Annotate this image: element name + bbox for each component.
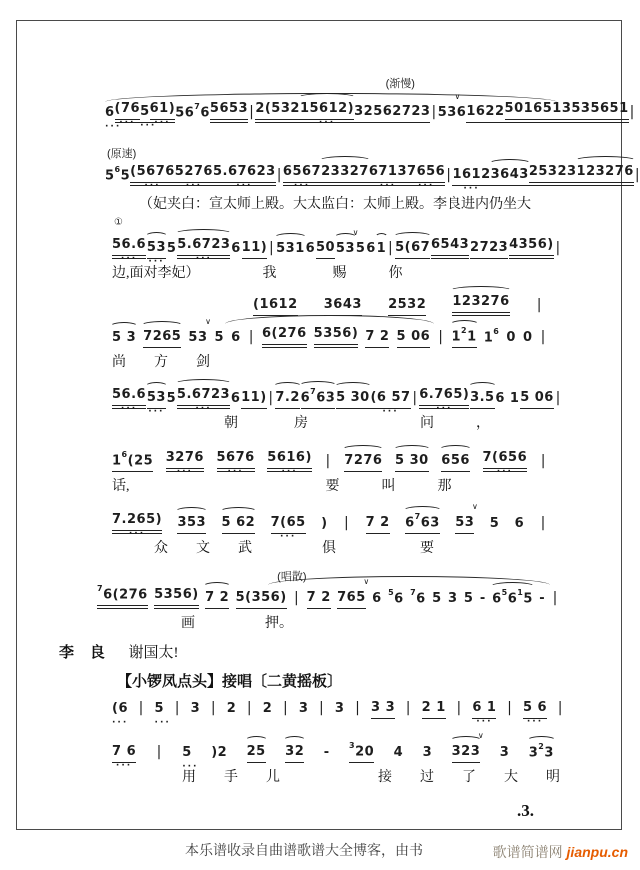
barline: | [557,700,563,716]
note-group: 3 [334,701,345,717]
score-line-4 [112,326,547,371]
note-group: 5.6723 ··· [177,237,231,264]
note-group: 6713 ··· [368,164,408,191]
note-group: 6 [514,516,525,531]
note-group: 7276 [344,453,382,472]
barline: | [540,328,546,345]
note-group: 3 [422,745,433,761]
footer-site-name: 歌谱简谱网 [492,844,567,860]
barline: | [388,239,394,256]
barline: | [156,744,162,761]
note-group: 6 [231,330,241,345]
note-group: $5^65$ [105,164,131,183]
note-group: 5.67623 ··· [212,164,276,191]
note-group: 53 ··· [146,390,166,417]
note-group: 6 [456,105,467,120]
barline: | [456,700,462,716]
note-group: (1612 [253,297,298,316]
stage-direction-text [139,193,579,213]
barline: | [555,389,561,406]
note-group: 7 2 [365,329,389,348]
note-group: 1612 ··· [452,167,491,194]
note-group: 7(65 ··· [270,515,306,542]
note-group: 5 06 [397,329,431,348]
note-group: 1622 [466,104,504,123]
note-group: (6 ··· [112,701,129,728]
barline: | [294,590,300,607]
note-group: 2532 [388,297,426,316]
lyric-line: 用 手 儿 接 过 了 大 明 [112,769,560,785]
note-group: 531 [276,241,305,259]
note-group: $56^76$ [175,101,210,120]
barline: | [540,452,546,469]
note-group: 3 [190,701,201,717]
note-group: 53 ∨ [188,330,207,348]
note-group: 323 ∨ [452,744,481,763]
note-group: $6^763$ [405,514,440,534]
note-group: (5676 ··· [130,164,175,191]
note-group: 5 3 [112,330,136,348]
tempo-mark: (渐慢) [385,78,415,90]
score-line-6 [112,450,547,495]
note-group: 5653 [210,101,248,123]
note-group: (6 57 ··· [370,390,411,417]
lyric-line: 朝 房 问 ， [112,415,490,431]
note-group: 5 ··· [154,701,171,728]
score-line-5 [112,387,562,432]
score-line-3 [112,217,562,282]
note-group: 6567 ··· [282,164,322,191]
note-group: 1 [377,241,387,259]
lyric-line: 尚 方 剑 [112,354,210,370]
note-group: 5 30 [395,453,429,472]
note-group: 15612) ··· [299,101,355,128]
note-group: 3 [298,701,309,717]
barline: | [412,389,418,406]
note-group: 656 [441,453,470,472]
note-group: 7 2 [307,590,331,609]
barline: | [540,514,546,531]
score-page-frame [16,20,640,830]
barline: | [268,389,274,406]
barline: | [319,700,325,716]
barline: | [552,590,558,607]
note-group: $6^56^15$ [492,590,533,609]
barline: | [249,103,255,120]
spoken-text: （妃夹白：宣太师上殿。大太监白：太师上殿。李良进内仍坐大 [139,197,531,212]
dialogue-block [59,641,579,691]
performance-direction: 【小锣凤点头】接唱〔二黄摇板〕 [117,674,343,690]
note-group: 7656 ··· [407,164,446,191]
note-group: 6 [372,591,382,607]
barline: | [246,700,253,716]
note-group: 5276 ··· [174,164,213,191]
note-group: 7265 [143,329,181,348]
note-group: 0 [522,330,533,345]
tempo-mark: (原速) [107,148,137,160]
footer-credit-text: 本乐谱收录自曲谱歌谱大全博客，由书 [185,842,423,858]
note-group: 50 [316,240,335,259]
note-group: $^7$6 [410,588,426,607]
page-number: .3. [517,801,534,820]
barline: | [634,166,640,183]
note-group: 56.6 ··· ① [112,217,147,264]
note-group: 11) [242,240,268,259]
note-group: 5(67 [395,240,430,259]
footer [0,836,640,866]
barline: | [438,328,444,345]
score-line-7 [112,512,547,557]
note-group: 7 2 [366,515,390,534]
barline: | [325,452,331,469]
score-line-1 [105,78,635,132]
note-group: - [539,591,546,607]
note-group: 5 62 [222,515,256,534]
dialogue-speaker: 李 良 [59,645,111,661]
barline: | [555,239,561,256]
barline: | [629,103,635,120]
note-group: 25 [247,744,266,763]
note-group: 6 ··· [105,105,122,132]
note-group: ) [321,516,328,531]
barline: | [276,166,282,183]
note-group: 5 ··· [140,104,157,131]
note-group: 3 3 [371,700,395,719]
dialogue-speech: 谢国太! [128,645,179,661]
note-group: 6 1 [495,391,520,406]
note-group: 5 6 ··· [522,700,548,727]
note-group: $1^6$ [483,326,500,345]
note-group: 5356) [154,587,199,609]
barline: | [536,296,542,313]
note-group: 3.5 [470,390,495,409]
lyric-line: 边,面对李妃） 我 赐 你 [112,265,403,281]
note-group: (76 ··· [114,101,141,128]
note-group: 123276 [577,164,634,186]
note-group: 11) [241,390,267,409]
note-group: 3276 ··· [165,450,204,477]
note-group: 2 1 [422,700,446,719]
note-group: - [323,745,330,761]
note-group: 7 2 [205,590,229,609]
lyric-line: 画 押。 [97,615,293,631]
note-group: $^3$20 [349,743,374,763]
note-group: 123276 [452,294,509,316]
note-group: 3643 [324,297,362,316]
note-group: 3 [499,745,510,761]
note-group: 6 1 ··· [472,700,497,727]
note-group: 5676 ··· [216,450,255,477]
note-group: 765 ∨ [337,590,366,609]
note-group: 6 [231,241,241,256]
note-group: 32 [285,744,304,763]
note-group: 5 [489,516,500,531]
note-group: 23327 [321,164,369,186]
note-group: 6(276 [262,326,307,348]
note-group: 5 [463,591,474,607]
note-group: 6 [366,241,376,256]
note-group: 5356) [314,326,359,348]
note-group: 5 [432,591,442,607]
note-group: 3 [447,591,458,607]
note-group: 2 [262,701,273,717]
score-line-2 [105,148,640,194]
note-group: $^5$6 [388,588,404,607]
note-group: 353 [177,515,206,534]
barline: | [174,700,180,716]
note-group: 6.765) ··· [419,387,470,414]
barline: | [405,700,411,716]
barline: | [446,166,452,183]
note-group: 2723 [470,240,508,259]
score-line-pickup [253,294,543,316]
tempo-mark: (唱散) [277,571,307,583]
note-group: 5 ··· [182,745,199,772]
note-group: 61) ··· [149,101,176,128]
note-group: - [479,591,486,607]
note-group: 53 ∨ [455,515,474,534]
note-group: $6^763$ [301,389,336,409]
note-group: 6 [230,391,241,406]
note-group: 5 [166,241,177,256]
note-group: 6 [305,241,316,256]
note-group: 3256 [354,104,392,123]
barline: | [210,700,217,716]
slur-line [225,315,434,324]
note-group: 2(532 [255,101,300,123]
note-group: 25323 [529,164,577,186]
note-group: 5.6723 ··· [176,387,231,414]
score-line-10 [112,741,560,786]
note-group: 5616) ··· [267,450,312,477]
note-group: 4356) [509,237,554,259]
note-group: 5 06 [520,390,554,409]
note-group: $3^23$ [529,744,554,763]
footer-site-url[interactable]: jianpu.cn [566,844,628,860]
note-group: $1^6(25$ [112,452,153,472]
note-group: 53 ··· [146,240,167,267]
note-group: 56.6 ··· [112,387,147,414]
note-group: 53 ∨ [336,241,355,259]
note-group: 6543 [431,237,469,259]
note-group: $^7$6(276 [97,586,148,609]
barline: | [269,239,275,256]
note-group: 0 [506,330,516,345]
note-group: 501651 [505,101,562,123]
barline: | [248,328,254,345]
lyric-line: 话, 要 叫 那 [112,478,452,494]
note-group: 7.2 [275,390,300,409]
barline: | [138,700,144,716]
note-group: )2 [211,745,228,761]
note-group: 3535651 [562,101,629,123]
note-group: 7 6 ··· [112,744,137,771]
note-group: 3643 [491,167,529,186]
note-group: 5 [214,330,225,345]
barline: | [355,700,361,716]
footer-site-link[interactable] [493,842,628,862]
score-line-8 [97,571,559,632]
note-group: 7(656 ··· [482,450,528,477]
note-group: $1^21$ [452,328,477,348]
score-line-9 [112,700,564,728]
note-group: 2723 [392,104,430,123]
note-group: 53 ∨ [438,105,457,123]
note-group: 5 30 [336,390,370,409]
note-group: 7.265) ··· [112,512,163,539]
note-group: 2 [226,701,237,717]
barline: | [282,700,289,716]
barline: | [507,700,513,716]
lyric-line: 众 文 武 俱 要 [112,540,434,556]
note-group: 5 [355,241,366,256]
note-group: 5 [166,391,177,406]
note-group: 4 [393,745,404,761]
note-group: 5(356) [236,590,287,609]
barline: | [431,103,437,120]
barline: | [343,514,350,531]
